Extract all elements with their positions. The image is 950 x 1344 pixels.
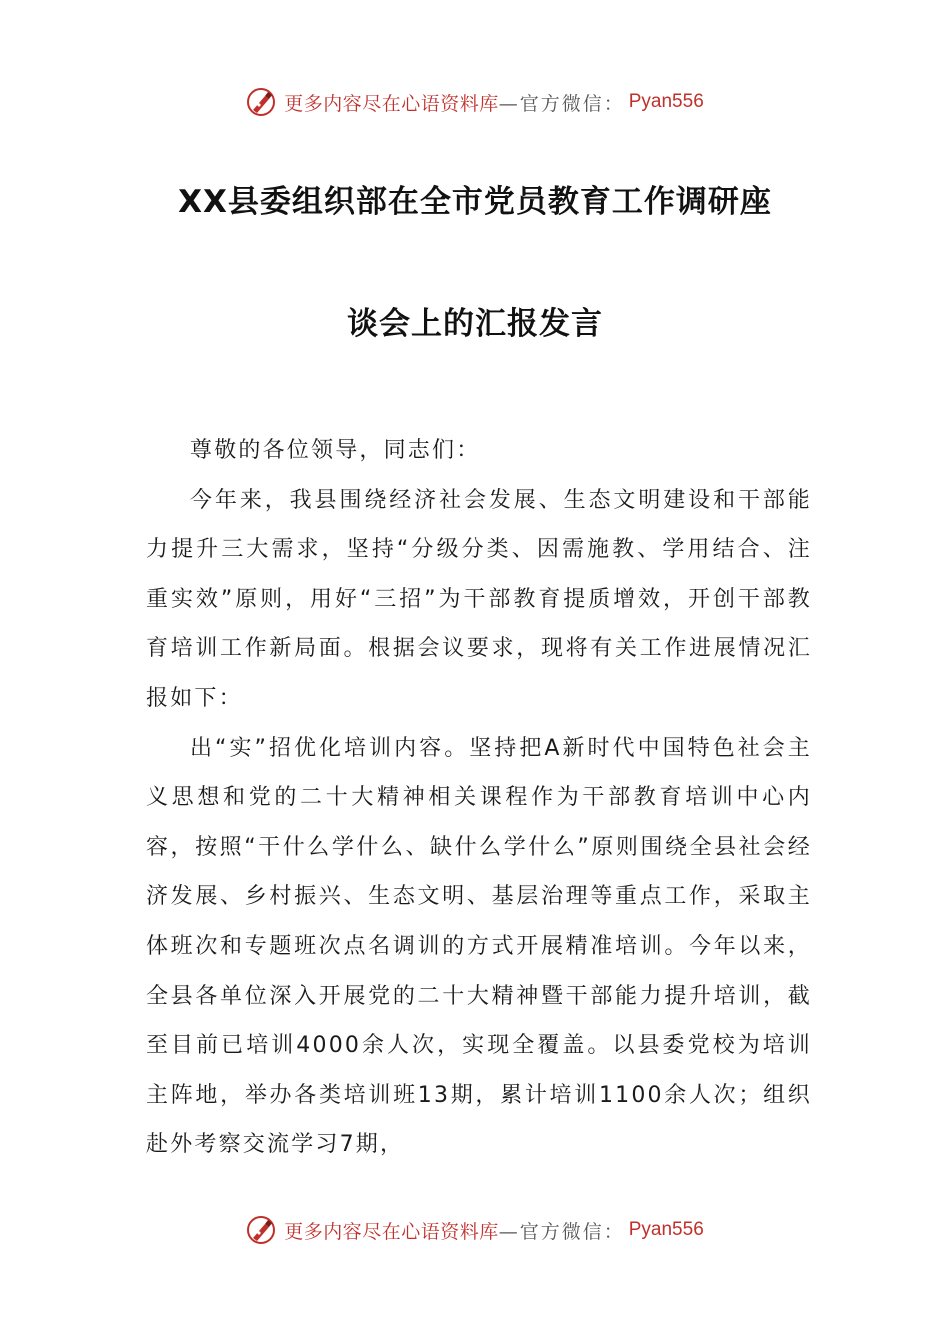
body-paragraph-intro: 今年来，我县围绕经济社会发展、生态文明建设和干部能力提升三大需求，坚持“分级分类、因需施教、学用结合、注重实效”原则，用好“三招”为干部教育提质增效，开创干部教育培训工作新局面。根据会议要求，现将有关工作进展情况汇报如下： xyxy=(146,487,812,711)
header-watermark xyxy=(0,82,950,122)
pen-nib-logo-icon xyxy=(246,1215,276,1245)
watermark-separator: —官方微信： xyxy=(498,1220,625,1243)
document-body xyxy=(146,426,812,1170)
document-title-line-1: XX县委组织部在全市党员教育工作调研座 xyxy=(178,184,772,220)
footer-watermark xyxy=(0,1210,950,1250)
pen-nib-logo-icon xyxy=(246,87,276,117)
salutation: 尊敬的各位领导，同志们： xyxy=(190,438,481,463)
watermark-wechat-id: Pyan556 xyxy=(628,1219,704,1240)
document-title-line-2: 谈会上的汇报发言 xyxy=(347,306,603,342)
watermark-brand: 更多内容尽在心语资料库 xyxy=(284,92,499,115)
watermark-separator: —官方微信： xyxy=(498,92,625,115)
watermark-wechat-id: Pyan556 xyxy=(628,91,704,112)
watermark-brand: 更多内容尽在心语资料库 xyxy=(284,1220,499,1243)
body-paragraph-training-content: 出“实”招优化培训内容。坚持把A新时代中国特色社会主义思想和党的二十大精神相关课程作为干部教育培训中心内容，按照“干什么学什么、缺什么学什么”原则围绕全县社会经济发展、乡村振兴、生态文明、基层治理等重点工作，采取主体班次和专题班次点名调训的方式开展精准培训。今年以来，全县各单位深入开展党的二十大精神暨干部能力提升培训，截至目前已培训4000余人次，实现全覆盖。以县委党校为培训主阵地，举办各类培训班13期，累计培训1100余人次；组织赴外考察交流学习7期， xyxy=(146,735,812,1158)
